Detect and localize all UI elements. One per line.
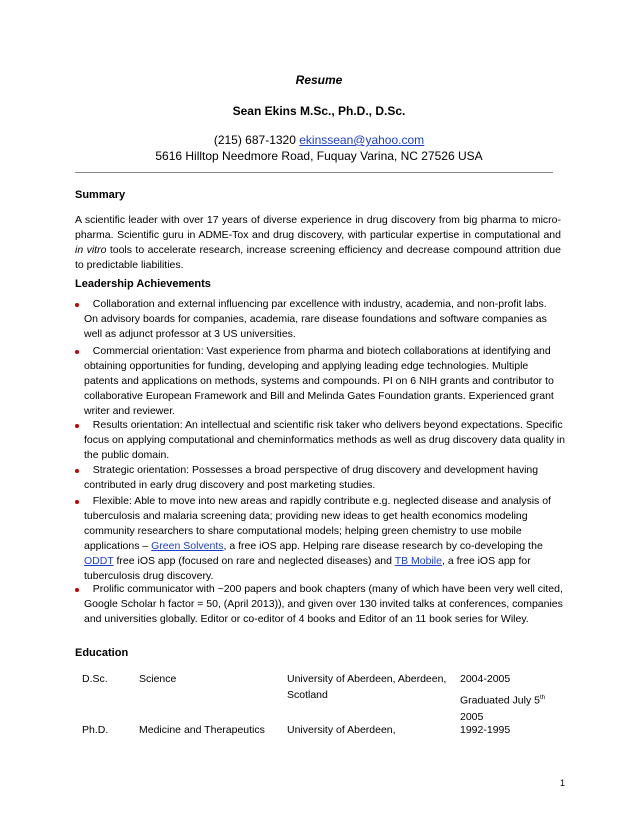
tb-mobile-link[interactable]: TB Mobile [394, 555, 442, 567]
bullet-icon [75, 424, 79, 428]
email-link[interactable]: ekinssean@yahoo.com [299, 133, 425, 147]
bullet-icon [75, 469, 79, 473]
dates-cell: 1992-1995 [460, 724, 511, 736]
list-item-text: Commercial orientation: Vast experience from pharma and biotech collaborations at identifying and obtaining opportunities for funding, developing and applying leading edge technologies. Multiple patents and applications on methods, systems and compounds. PI on 6 NIH grants and contributor to collaborative European Framework and Bill and Melinda Gates Foundation grants. Experienced grant writer and reviewer. [84, 345, 557, 417]
summary-heading: Summary [75, 189, 126, 201]
list-item-text: Results orientation: An intellectual and scientific risk taker who delivers beyond expectations. Specific focus on applying computational and cheminformatics methods as well as drug discovery data quality in the public domain. [84, 419, 568, 461]
summary-text-part: A scientific leader with over 17 years of diverse experience in drug discovery from big pharma to micro-pharma. Scientific guru in ADME-Tox and drug discovery, with particular expertise in computational and [75, 214, 561, 241]
table-row [75, 722, 565, 742]
bullet-icon [75, 588, 79, 592]
bullet-icon [75, 303, 79, 307]
degree-cell: D.Sc. [82, 673, 108, 685]
summary-text [75, 213, 561, 273]
phone-number: (215) 687-1320 [213, 133, 296, 147]
green-solvents-link[interactable]: Green Solvents [151, 540, 224, 552]
text-part: , a free iOS app. Helping rare disease research by co-developing the [223, 540, 546, 552]
list-item [75, 297, 565, 342]
list-item-text: Prolific communicator with ~200 papers and book chapters (many of which have been very well cited, Google Scholar h factor = 50, (April 2013)), and given over 130 invited talks at conferences, companies and universities globally. Editor or co-editor of 4 books and Editor of an 11 book series for Wiley. [84, 583, 566, 625]
list-item-text [84, 494, 565, 584]
contact-line [0, 133, 638, 147]
note-year: 2005 [460, 710, 484, 723]
field-cell: Medicine and Therapeutics [139, 724, 265, 736]
summary-text-part: tools to accelerate research, increase screening efficiency and decrease compound attrition due to predictable liabilities. [75, 244, 561, 271]
text-part: free iOS app (focused on rare and neglected diseases) and [113, 555, 395, 567]
oddt-link[interactable]: ODDT [84, 555, 114, 567]
summary-emphasis: in vitro [75, 244, 107, 256]
author-name: Sean Ekins M.Sc., Ph.D., D.Sc. [232, 104, 406, 118]
list-item-text: Strategic orientation: Possesses a broad perspective of drug discovery and development having contributed in early drug discovery and post marketing studies. [84, 464, 542, 491]
address: 5616 Hilltop Needmore Road, Fuquay Varina, NC 27526 USA [155, 149, 483, 163]
institution-cell: University of Aberdeen, [287, 724, 396, 736]
list-item [75, 344, 565, 419]
header-divider [75, 172, 553, 173]
table-row [75, 671, 565, 726]
page-number: 1 [560, 778, 566, 788]
institution-cell: University of Aberdeen, Aberdeen, Scotland [287, 673, 447, 701]
list-item [75, 463, 565, 493]
degree-cell: Ph.D. [82, 724, 109, 736]
list-item [75, 582, 565, 627]
list-item-text: Collaboration and external influencing par excellence with industry, academia, and non-profit labs. On advisory boards for companies, academia, rare disease foundations and software companies as well as adjunct professor at 3 US universities. [84, 298, 553, 340]
education-heading: Education [75, 647, 129, 659]
text-part: , a free iOS app for tuberculosis drug discovery. [84, 555, 534, 582]
graduation-note [460, 690, 565, 709]
note-superscript: th [539, 695, 545, 701]
leadership-heading: Leadership Achievements [75, 278, 211, 290]
document-title: Resume [295, 73, 343, 87]
field-cell: Science [139, 673, 177, 685]
dates-text: 2004-2005 [460, 673, 511, 685]
list-item [75, 494, 565, 584]
dates-cell [460, 671, 565, 725]
bullet-icon [75, 500, 79, 504]
note-text: Graduated July 5 [460, 694, 540, 707]
list-item [75, 418, 568, 463]
bullet-icon [75, 350, 79, 354]
text-part: Flexible: Able to move into new areas and rapidly contribute e.g. neglected disease and analysis of tuberculosis and malaria screening data; providing new ideas to get health economics modeling community researchers to share computational models; helping green chemistry to use mobile applications – [84, 495, 554, 552]
